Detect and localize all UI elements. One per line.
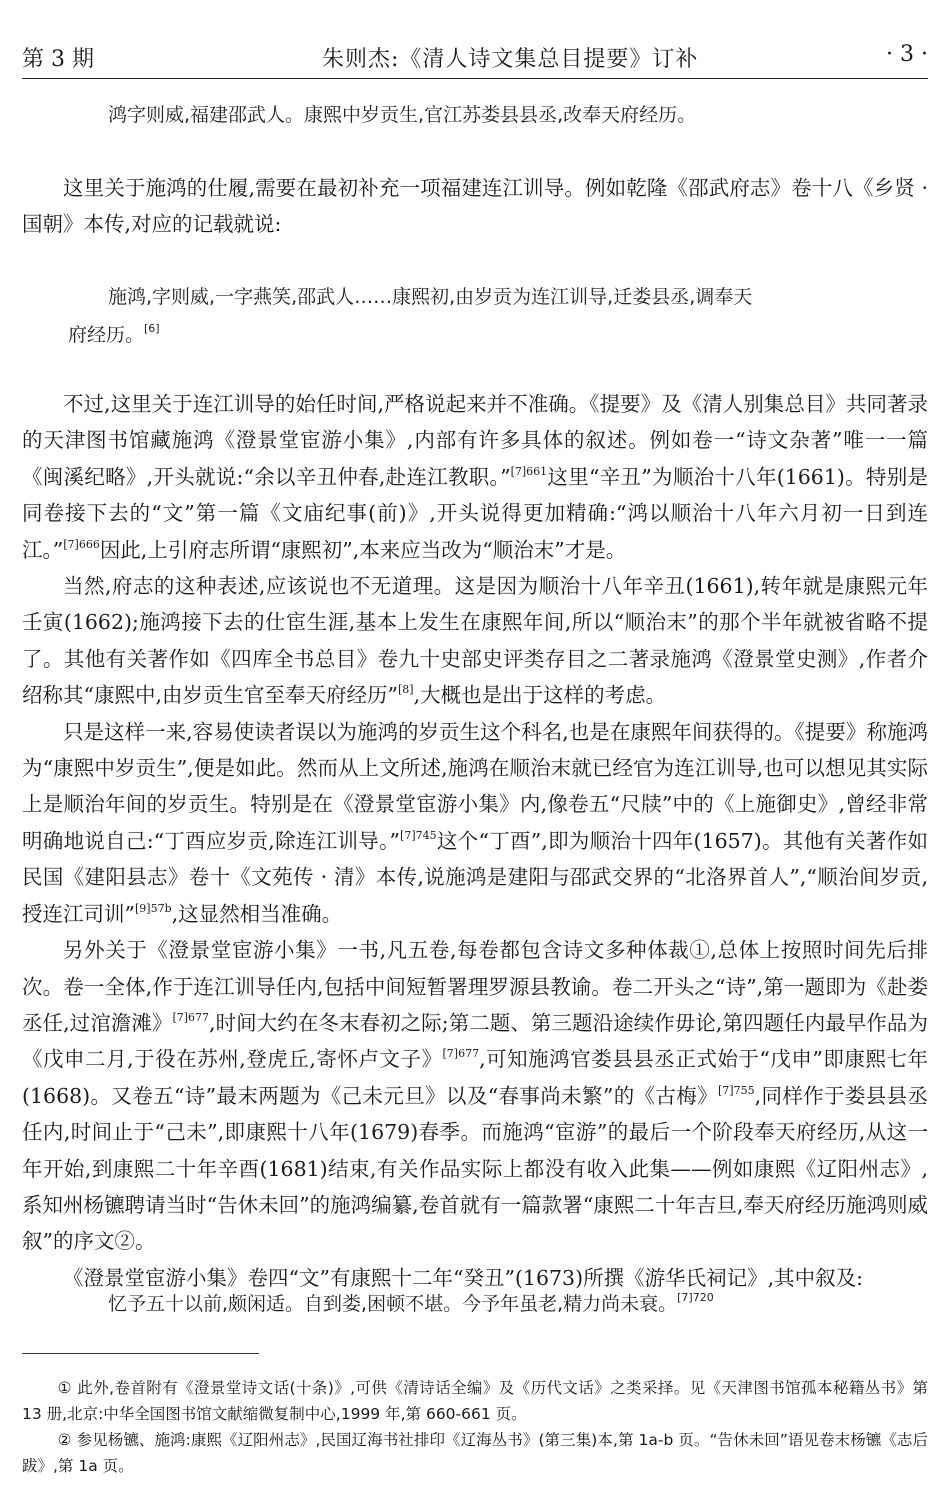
paragraph-6: 《澄景堂宦游小集》卷四“文”有康熙十二年“癸丑”(1673)所撰《游华氏祠记》,其中叙及: <box>63 1265 864 1290</box>
paragraph-1 <box>22 170 928 243</box>
paragraph-5-text-1: 另外关于《澄景堂宦游小集》一书,凡五卷,每卷都包含诗文多种体裁①,总体上按照时间先后排次。卷一全体,作于连江训导任内,包括中间短暂署理罗源县教谕。卷二开头之“诗”,第一题即为《赴娄丞任,过涫澹滩》 <box>22 938 928 1035</box>
block-quote-2-line-2-text: 府经历。 <box>68 324 145 346</box>
paragraph-5-text-4: ,同样作于娄县县丞任内,时间止于“己未”,即康熙十八年(1679)春季。而施鸿“宦游”的最后一个阶段奉天府经历,从这一年开始,到康熙二十年辛酉(1681)结束,有关作品实际上都没有收入此集——例如康熙《辽阳州志》,系知州杨镳聘请当时“告休未回”的施鸿编纂,卷首就有一篇款署“康熙二十年吉旦,奉天府经历施鸿则威叙”的序文②。 <box>22 1083 928 1254</box>
paragraph-5-text-2: ,时间大约在冬末春初之际;第二题、第三题沿途续作毋论,第四题任内最早作品为《戊申二月,于役在苏州,登虎丘,寄怀卢文子》 <box>22 1010 928 1072</box>
paragraph-3-text-1: 当然,府志的这种表述,应该说也不无道理。这是因为顺治十八年辛丑(1661),转年就是康熙元年壬寅(1662);施鸿接下去的仕宦生涯,基本上发生在康熙年间,所以“顺治末”的那个半年就被省略不提了。其他有关著作如《四库全书总目》卷九十史部史评类存目之二著录施鸿《澄景堂史测》,作者介绍称其“康熙中,由岁贡生官至奉天府经历” <box>22 574 928 708</box>
block-quote-1: 鸿字则威,福建邵武人。康熙中岁贡生,官江苏娄县县丞,改奉天府经历。 <box>108 104 697 126</box>
block-quote-2-line-1: 施鸿,字则威,一字燕笑,邵武人……康熙初,由岁贡为连江训导,迁娄县丞,调奉天 <box>108 286 753 308</box>
paragraph-2-text-2: 这里“辛丑”为顺治十八年(1661)。特别是同卷接下去的“文”第一篇《文庙纪事(前)》,开头说得更加精确:“鸿以顺治十八年六月初一日到连江。” <box>22 464 928 562</box>
paragraph-4-text-2: 这个“丁酉”,即为顺治十四年(1657)。其他有关著作如民国《建阳县志》卷十《文苑传 · 清》本传,说施鸿是建阳与邵武交界的“北洛界首人”,“顺治间岁贡,授连江司训” <box>22 828 928 926</box>
block-quote-3 <box>108 1285 714 1323</box>
header-rule <box>22 78 928 79</box>
footnote-rule <box>22 1353 259 1354</box>
paragraph-2-text-1: 不过,这里关于连江训导的始任时间,严格说起来并不准确。《提要》及《清人别集总目》共同著录的天津图书馆藏施鸿《澄景堂宦游小集》,内部有许多具体的叙述。例如卷一“诗文杂著”唯一一篇《闽溪纪略》,开头就说:“余以辛丑仲春,赴连江教职。” <box>22 392 928 489</box>
citation-ref: [7]755 <box>718 1083 755 1097</box>
paragraph-2 <box>22 386 928 568</box>
citation-ref: [7]745 <box>400 828 437 842</box>
paragraph-2-text-3: 因此,上引府志所谓“康熙初”,本来应当改为“顺治末”才是。 <box>99 537 627 562</box>
paragraph-3 <box>22 568 928 714</box>
block-quote-2-line-2 <box>68 316 890 354</box>
block-quote-3-text: 忆予五十以前,颇闲适。自到娄,困顿不堪。今予年虽老,精力尚未衰。 <box>108 1293 678 1315</box>
paragraph-5-text-3: ,可知施鸿官娄县县丞正式始于“戊申”即康熙七年(1668)。又卷五“诗”最末两题为《己未元旦》以及“春事尚未繁”的《古梅》 <box>22 1047 928 1108</box>
running-header <box>22 42 928 78</box>
citation-ref: [7]666 <box>63 537 100 551</box>
citation-ref: [7]720 <box>677 1291 714 1304</box>
citation-ref: [7]677 <box>442 1047 480 1061</box>
paragraph-4-text-3: ,这显然相当准确。 <box>171 901 343 926</box>
citation-ref: [8] <box>397 683 414 697</box>
paragraph-5 <box>22 932 928 1260</box>
footnotes <box>22 1375 928 1479</box>
paragraph-1-text: 这里关于施鸿的仕履,需要在最初补充一项福建连江训导。例如乾隆《邵武府志》卷十八《乡贤 · 国朝》本传,对应的记载就说: <box>22 176 928 237</box>
citation-ref: [6] <box>144 322 160 335</box>
paragraph-3-text-2: ,大概也是出于这样的考虑。 <box>413 683 667 708</box>
page-number: · 3 · <box>886 42 928 67</box>
footnote-2: ② 参见杨镳、施鸿:康熙《辽阳州志》,民国辽海书社排印《辽海丛书》(第三集)本,第 1a-b 页。“告休未回”语见卷末杨镳《志后跋》,第 1a 页。 <box>22 1431 928 1475</box>
footnote-1: ① 此外,卷首附有《澄景堂诗文话(十条)》,可供《清诗话全编》及《历代文话》之类采择。见《天津图书馆孤本秘籍丛书》第 13 册,北京:中华全国图书馆文献缩微复制中心,1999 年,第 660-661 页。 <box>22 1379 928 1423</box>
body-text <box>22 386 928 1296</box>
citation-ref: [7]677 <box>172 1010 210 1024</box>
citation-ref: [9]57b <box>134 901 172 915</box>
article-title: 朱则杰:《清人诗文集总目提要》订补 <box>322 47 699 72</box>
block-quote-2 <box>68 278 890 354</box>
paragraph-4-text-1: 只是这样一来,容易使读者误以为施鸿的岁贡生这个科名,也是在康熙年间获得的。《提要》称施鸿为“康熙中岁贡生”,便是如此。然而从上文所述,施鸿在顺治末就已经官为连江训导,也可以想见其实际上是顺治年间的岁贡生。特别是在《澄景堂宦游小集》内,像卷五“尺牍”中的《上施御史》,曾经非常明确地说自己:“丁酉应岁贡,除连江训导。” <box>22 719 928 853</box>
issue-number: 第 3 期 <box>22 47 94 72</box>
citation-ref: [7]661 <box>510 464 548 478</box>
paragraph-4 <box>22 714 928 932</box>
